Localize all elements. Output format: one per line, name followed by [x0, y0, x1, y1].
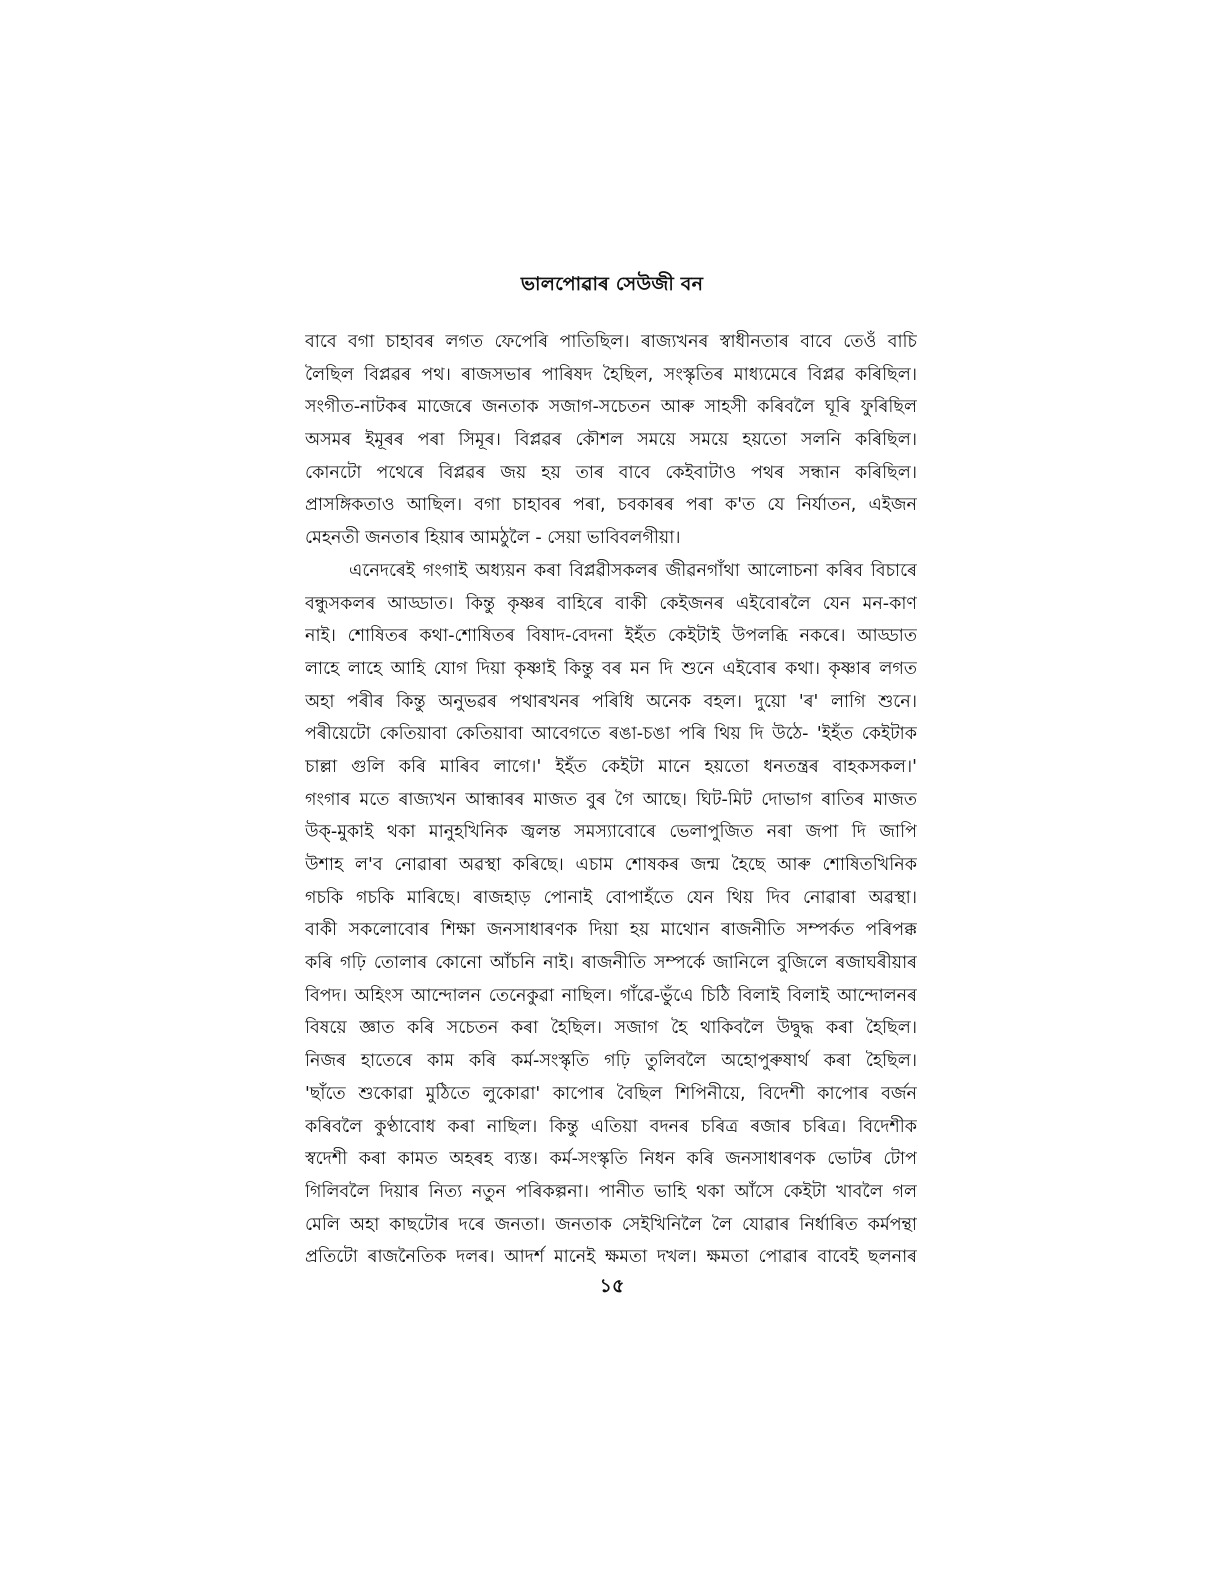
text-line: বন্ধুসকলৰ আড্ডাত। কিন্তু কৃষ্ণৰ বাহিৰে বাকী কেইজনৰ এইবোৰলৈ যেন মন-কাণ — [305, 593, 917, 614]
text-line: নাই। শোষিতৰ কথা-শোষিতৰ বিষাদ-বেদনা ইহঁত কেইটাই উপলব্ধি নকৰে। আড্ডাত — [305, 626, 917, 647]
text-line: উশাহ ল'ব নোৱাৰা অৱস্থা কৰিছে। এচাম শোষকৰ জন্ম হৈছে আৰু শোষিতখিনিক — [305, 855, 917, 875]
text-line: বাকী সকলোবোৰ শিক্ষা জনসাধাৰণক দিয়া হয় মাথোন ৰাজনীতি সম্পৰ্কত পৰিপক্ক — [305, 920, 917, 941]
text-line: বাবে বগা চাহাবৰ লগত ফেপেৰি পাতিছিল। ৰাজ্যখনৰ স্বাধীনতাৰ বাবে তেওঁ বাচি — [305, 332, 917, 352]
page-number: ১৫ — [599, 1275, 625, 1297]
text-line: সংগীত-নাটকৰ মাজেৰে জনতাক সজাগ-সচেতন আৰু সাহসী কৰিবলৈ ঘূৰি ফুৰিছিল — [305, 397, 917, 418]
text-line: মেহনতী জনতাৰ হিয়াৰ আমঠুলৈ - সেয়া ভাবিবলগীয়া। — [305, 528, 681, 549]
text-line: চাল্লা গুলি কৰি মাৰিব লাগে।' ইহঁত কেইটা মানে হয়তো ধনতন্ত্ৰৰ বাহকসকল।' — [305, 756, 917, 777]
text-line: লাহে লাহে আহি যোগ দিয়া কৃষ্ণাই কিন্তু বৰ মন দি শুনে এইবোৰ কথা। কৃষ্ণাৰ লগত — [305, 658, 917, 679]
text-line: স্বদেশী কৰা কামত অহৰহ ব্যস্ত। কৰ্ম-সংস্কৃতি নিধন কৰি জনসাধাৰণক ভোটৰ টোপ — [305, 1149, 917, 1170]
text-line: কৰি গঢ়ি তোলাৰ কোনো আঁচনি নাই। ৰাজনীতি সম্পৰ্কে জানিলে বুজিলে ৰজাঘৰীয়াৰ — [305, 953, 917, 974]
text-line: এনেদৰেই গংগাই অধ্যয়ন কৰা বিপ্লৱীসকলৰ জীৱনগাঁথা আলোচনা কৰিব বিচাৰে — [349, 560, 917, 581]
text-line: নিজৰ হাতেৰে কাম কৰি কৰ্ম-সংস্কৃতি গঢ়ি তুলিবলৈ অহোপুৰুষাৰ্থ কৰা হৈছিল। — [305, 1051, 917, 1072]
text-line: 'ছাঁতে শুকোৱা মুঠিতে লুকোৱা' কাপোৰ বৈছিল শিপিনীয়ে, বিদেশী কাপোৰ বৰ্জন — [305, 1083, 917, 1104]
running-header: ভালপোৱাৰ সেউজী বন — [520, 273, 704, 295]
text-line: প্ৰতিটো ৰাজনৈতিক দলৰ। আদৰ্শ মানেই ক্ষমতা দখল। ক্ষমতা পোৱাৰ বাবেই ছলনাৰ — [305, 1247, 917, 1268]
text-line: গচকি গচকি মাৰিছে। ৰাজহাড় পোনাই বোপাহঁতে যেন থিয় দিব নোৱাৰা অৱস্থা। — [305, 887, 917, 908]
text-line: মেলি অহা কাছটোৰ দৰে জনতা। জনতাক সেইখিনিলৈ লৈ যোৱাৰ নিৰ্ধাৰিত কৰ্মপন্থা — [305, 1214, 917, 1235]
text-line: কৰিবলৈ কুণ্ঠাবোধ কৰা নাছিল। কিন্তু এতিয়া বদনৰ চৰিত্ৰ ৰজাৰ চৰিত্ৰ। বিদেশীক — [305, 1116, 917, 1137]
text-line: গংগাৰ মতে ৰাজ্যখন আন্ধাৰৰ মাজত বুৰ গৈ আছে। ঘিট-মিট দোভাগ ৰাতিৰ মাজত — [305, 789, 917, 810]
text-line: গিলিবলৈ দিয়াৰ নিত্য নতুন পৰিকল্পনা। পানীত ভাহি থকা আঁসে কেইটা খাবলৈ গল — [305, 1181, 917, 1202]
text-line: বিপদ। অহিংস আন্দোলন তেনেকুৱা নাছিল। গাঁৱে-ভুঁএে চিঠি বিলাই বিলাই আন্দোলনৰ — [305, 985, 917, 1006]
text-line: বিষয়ে জ্ঞাত কৰি সচেতন কৰা হৈছিল। সজাগ হৈ থাকিবলৈ উদ্বুদ্ধ কৰা হৈছিল। — [305, 1018, 917, 1039]
body-text — [305, 326, 917, 1274]
text-line: লৈছিল বিপ্লৱৰ পথ। ৰাজসভাৰ পাৰিষদ হৈছিল, সংস্কৃতিৰ মাধ্যমেৰে বিপ্লৱ কৰিছিল। — [305, 364, 917, 385]
text-line: উক্-মুকাই থকা মানুহখিনিক জ্বলন্ত সমস্যাবোৰে ভেলাপুজিত নৰা জপা দি জাপি — [305, 822, 917, 843]
paragraph-1 — [305, 326, 917, 555]
text-line: কোনটো পথেৰে বিপ্লৱৰ জয় হয় তাৰ বাবে কেইবাটাও পথৰ সন্ধান কৰিছিল। — [305, 462, 917, 483]
paragraph-2 — [305, 555, 917, 1274]
text-line: অসমৰ ইমূৰৰ পৰা সিমূৰ। বিপ্লৱৰ কৌশল সময়ে সময়ে হয়তো সলনি কৰিছিল। — [305, 430, 917, 451]
text-line: প্ৰাসঙ্গিকতাও আছিল। বগা চাহাবৰ পৰা, চবকাৰৰ পৰা ক'ত যে নিৰ্যাতন, এইজন — [305, 495, 917, 516]
text-line: পৰীয়েটো কেতিয়াবা কেতিয়াবা আবেগতে ৰঙা-চঙা পৰি থিয় দি উঠে- 'ইহঁত কেইটাক — [305, 724, 917, 745]
text-line: অহা পৰীৰ কিন্তু অনুভৱৰ পথাৰখনৰ পৰিধি অনেক বহল। দুয়ো 'ৰ' লাগি শুনে। — [305, 691, 917, 712]
